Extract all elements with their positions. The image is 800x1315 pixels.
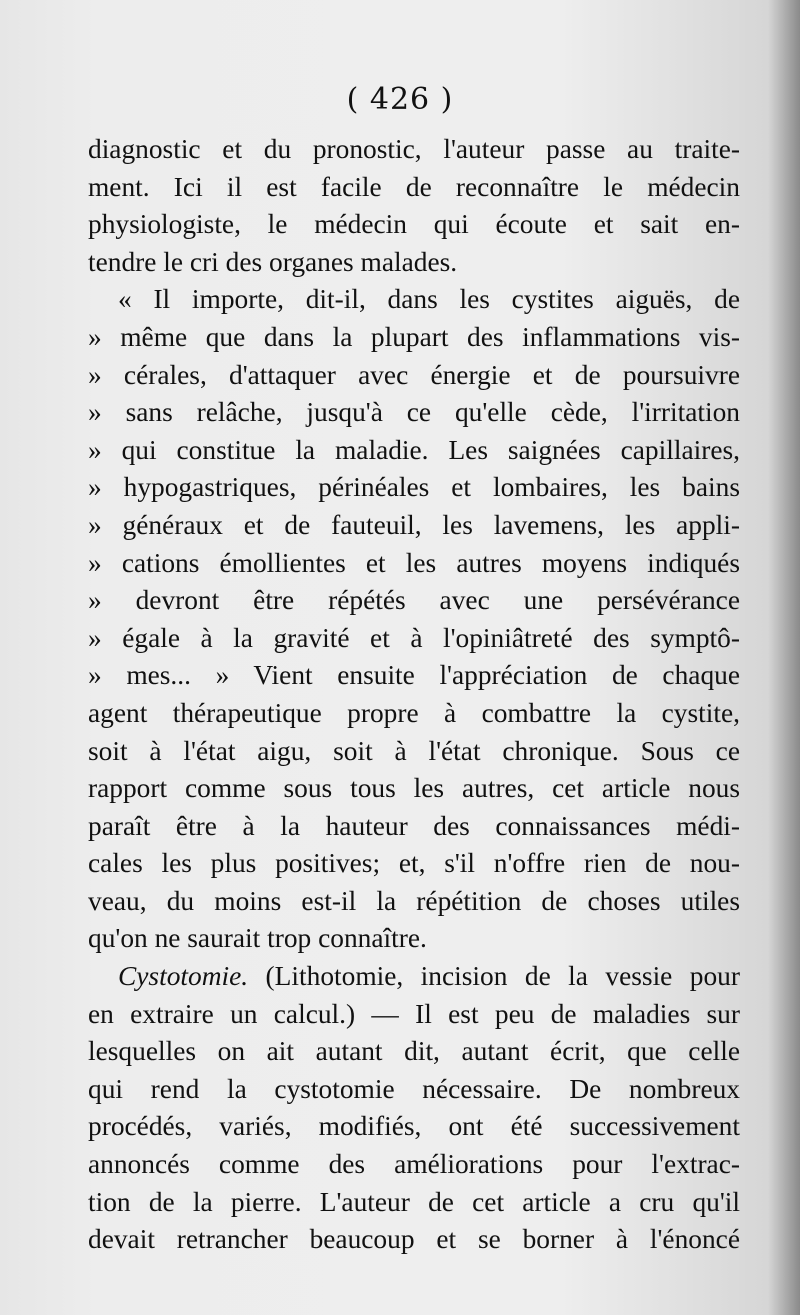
text-line: soit à l'état aigu, soit à l'état chronique. Sous ce xyxy=(88,735,740,766)
text-line: qu'on ne saurait trop connaître. xyxy=(88,923,427,954)
text-line: » cations émollientes et les autres moyens indiqués xyxy=(88,547,740,578)
text-line: physiologiste, le médecin qui écoute et sait en- xyxy=(88,209,740,240)
text-line: » mes... » Vient ensuite l'appréciation de chaque xyxy=(88,660,740,691)
body-text xyxy=(88,131,740,1259)
text-line: cales les plus positives; et, s'il n'offre rien de nou- xyxy=(88,848,740,879)
text-line: » égale à la gravité et à l'opiniâtreté des symptô- xyxy=(88,622,740,653)
text-line: lesquelles on ait autant dit, autant écrit, que celle xyxy=(88,1036,740,1067)
text-line: qui rend la cystotomie nécessaire. De nombreux xyxy=(88,1073,740,1104)
text-line xyxy=(88,958,740,996)
text-line: » qui constitue la maladie. Les saignées capillaires, xyxy=(88,434,740,465)
text-line: » même que dans la plupart des inflammations vis- xyxy=(88,321,740,352)
text-line: rapport comme sous tous les autres, cet article nous xyxy=(88,773,740,804)
text-line: tion de la pierre. L'auteur de cet article a cru qu'il xyxy=(88,1186,740,1217)
text-line: « Il importe, dit-il, dans les cystites aiguës, de xyxy=(118,284,740,315)
text-line: diagnostic et du pronostic, l'auteur passe au traite- xyxy=(88,134,740,164)
text-line: » devront être répétés avec une persévérance xyxy=(88,585,740,616)
text-line: » sans relâche, jusqu'à ce qu'elle cède, l'irritation xyxy=(88,397,740,428)
text-line: veau, du moins est-il la répétition de choses utiles xyxy=(88,885,740,916)
cystotomy-term: Cystotomie. xyxy=(118,961,249,992)
text-line: » cérales, d'attaquer avec énergie et de poursuivre xyxy=(88,359,740,390)
text-line: procédés, variés, modifiés, ont été successivement xyxy=(88,1111,740,1142)
cystotomy-definition: (Lithotomie, incision de la vessie pour xyxy=(248,961,740,992)
text-line: ment. Ici il est facile de reconnaître le médecin xyxy=(88,171,740,202)
text-line: devait retrancher beaucoup et se borner à l'énoncé xyxy=(88,1224,740,1255)
text-line: » généraux et de fauteuil, les lavemens, les appli- xyxy=(88,509,740,540)
text-line: tendre le cri des organes malades. xyxy=(88,246,458,277)
text-line: agent thérapeutique propre à combattre la cystite, xyxy=(88,697,740,728)
text-line: annoncés comme des améliorations pour l'extrac- xyxy=(88,1149,740,1180)
text-line: en extraire un calcul.) — Il est peu de maladies sur xyxy=(88,998,740,1029)
text-line: paraît être à la hauteur des connaissances médi- xyxy=(88,810,740,841)
text-line: » hypogastriques, périnéales et lombaires, les bains xyxy=(88,472,740,503)
page-number: ( 426 ) xyxy=(346,82,454,117)
